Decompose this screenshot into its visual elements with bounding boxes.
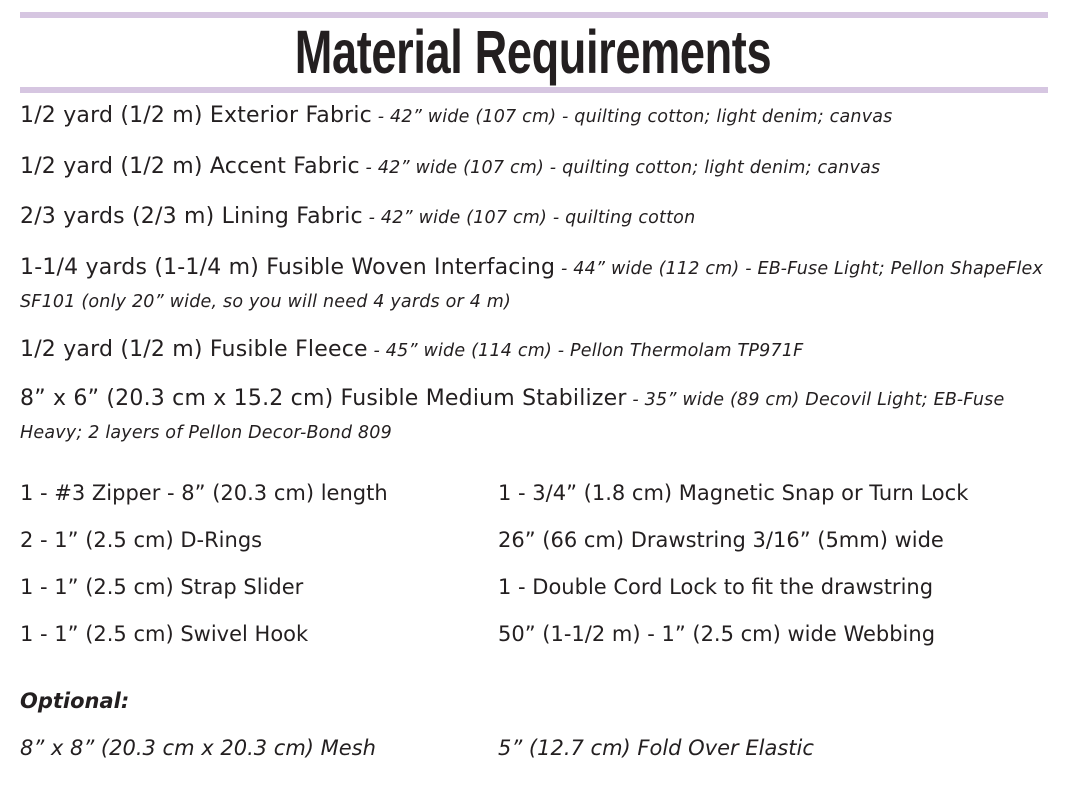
fabric-item-detail: - 42” wide (107 cm) - quilting cotton; light denim; canvas <box>371 107 893 127</box>
hardware-item: 1 - Double Cord Lock to fit the drawstring <box>498 575 934 599</box>
optional-item: 5” (12.7 cm) Fold Over Elastic <box>498 736 814 760</box>
fabric-item-stabilizer <box>20 383 1050 449</box>
fabric-item-exterior <box>20 100 1050 133</box>
fabric-item-detail: - 45” wide (114 cm) - Pellon Thermolam TP971F <box>367 341 804 361</box>
fabric-item-main: 1/2 yard (1/2 m) Fusible Fleece <box>20 337 368 362</box>
hardware-item: 1 - #3 Zipper - 8” (20.3 cm) length <box>20 481 388 505</box>
hardware-item: 1 - 1” (2.5 cm) Swivel Hook <box>20 622 309 646</box>
fabric-item-main: 1-1/4 yards (1-1/4 m) Fusible Woven Interfacing <box>20 255 556 280</box>
hardware-item: 1 - 1” (2.5 cm) Strap Slider <box>20 575 304 599</box>
fabric-item-main: 1/2 yard (1/2 m) Exterior Fabric <box>20 103 372 128</box>
page-title: Material Requirements <box>294 18 772 86</box>
fabric-item-main: 8” x 6” (20.3 cm x 15.2 cm) Fusible Medium Stabilizer <box>20 386 627 411</box>
fabric-item-detail: - 42” wide (107 cm) - quilting cotton <box>362 208 696 228</box>
hardware-item: 2 - 1” (2.5 cm) D-Rings <box>20 528 263 552</box>
title-divider <box>20 87 1048 93</box>
optional-item: 8” x 8” (20.3 cm x 20.3 cm) Mesh <box>20 736 376 760</box>
fabric-item-detail: - 44” wide (112 cm) - EB-Fuse Light; Pellon ShapeFlex SF101 (only 20” wide, so you will need 4 yards or 4 m) <box>20 259 1044 312</box>
fabric-item-main: 2/3 yards (2/3 m) Lining Fabric <box>20 204 363 229</box>
optional-heading: Optional: <box>20 689 130 713</box>
fabric-item-accent <box>20 151 1050 184</box>
fabric-item-detail: - 42” wide (107 cm) - quilting cotton; light denim; canvas <box>359 158 881 178</box>
fabric-item-interfacing <box>20 252 1050 318</box>
fabric-item-fleece <box>20 334 1050 367</box>
fabric-item-main: 1/2 yard (1/2 m) Accent Fabric <box>20 154 360 179</box>
hardware-item: 50” (1-1/2 m) - 1” (2.5 cm) wide Webbing <box>498 622 936 646</box>
fabric-item-lining <box>20 201 1050 234</box>
hardware-item: 26” (66 cm) Drawstring 3/16” (5mm) wide <box>498 528 944 552</box>
hardware-item: 1 - 3/4” (1.8 cm) Magnetic Snap or Turn Lock <box>498 481 969 505</box>
fabric-item-detail: - 35” wide (89 cm) Decovil Light; EB-Fuse Heavy; 2 layers of Pellon Decor-Bond 809 <box>20 390 1005 443</box>
